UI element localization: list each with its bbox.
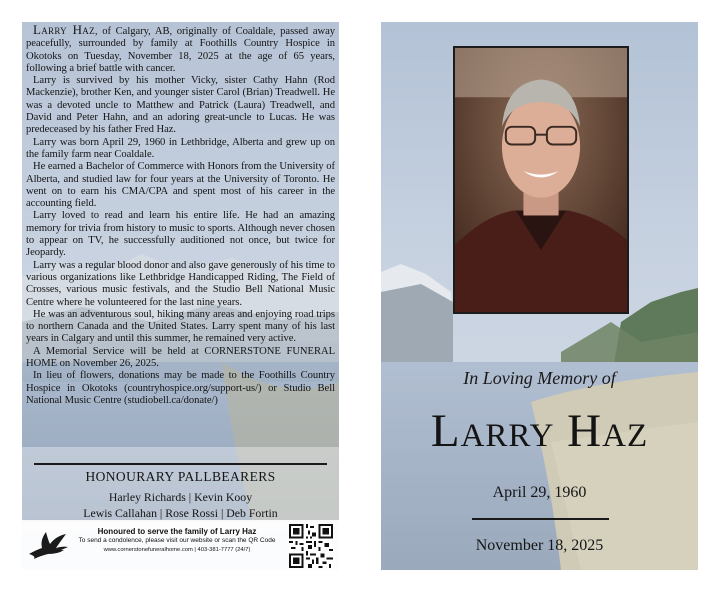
obituary-paragraph: Larry was born April 29, 1960 in Lethbridge, Alberta and grew up on the family farm near Coaldale.: [26, 136, 335, 160]
date-divider: [472, 518, 609, 520]
obituary-panel: [22, 22, 339, 570]
deceased-name: Larry Haz: [430, 405, 649, 457]
obituary-paragraph: A Memorial Service will be held at CORNERSTONE FUNERAL HOME on November 26, 2025.: [26, 345, 335, 370]
obituary-name-lead: Larry Haz: [33, 22, 95, 37]
obituary-paragraph: He was an adventurous soul, hiking many areas and enjoying road trips to northern Canada and the United States. Larry spent many of his last years in Calgary and until this summer, he remained very active.: [26, 308, 335, 345]
obituary-paragraph: Larry is survived by his mother Vicky, sister Cathy Hahn (Rod Mackenzie), brother Ken, and younger sister Carol (Brian) Treadwell. He was a devoted uncle to Matthew and Patrick (Laura) Treadwell, and David and Peter Hahn, and an adoring great-uncle to Lucas. He was predeceased by his father Fred Haz.: [26, 75, 335, 136]
obituary-paragraph: Larry loved to read and learn his entire life. He had an amazing memory for trivia from history to music to sports. Although never chosen to appear on TV, he successfully auditioned not once, but twice for Jeopardy.: [26, 210, 335, 259]
footer-text: [70, 527, 284, 554]
in-loving-memory: In Loving Memory of: [463, 368, 616, 388]
section-divider: [34, 463, 327, 465]
qr-code-icon[interactable]: [289, 524, 333, 568]
footer-honoured: Honoured to serve the family of Larry Haz: [97, 527, 257, 536]
pallbearers-title: HONOURARY PALLBEARERS: [85, 469, 276, 484]
funeral-home-footer: [22, 520, 339, 570]
portrait-photo: [453, 46, 629, 314]
footer-contact[interactable]: www.cornerstonefuneralhome.com | 403-381-7777 (24/7): [103, 546, 251, 553]
obituary-paragraph: Larry was a regular blood donor and also gave generously of his time to various organizations like Lethbridge Handicapped Riding, The Field of Crosses, various music festivals, and the Studio Bell National Music Centre where he volunteered for the last nine years.: [26, 259, 335, 308]
pallbearers-line: Harley Richards | Kevin Kooy: [108, 490, 253, 504]
birth-date: April 29, 1960: [492, 484, 587, 501]
obituary-paragraph: He earned a Bachelor of Commerce with Honors from the University of Alberta, and studied law for four years at the University of Toronto. He went on to earn his CMA/CPA and spent most of his career in the accounting field.: [26, 161, 335, 210]
death-date: November 18, 2025: [475, 537, 604, 554]
footer-condolence: To send a condolence, please visit our website or scan the QR Code: [78, 537, 276, 544]
obituary-text: [26, 24, 335, 407]
obituary-paragraph: In lieu of flowers, donations may be made to the Foothills Country Hospice in Okotoks (countryhospice.org/support-us/) or Studio Bell National Music Centre (studiobell.ca/donate/): [26, 370, 335, 406]
cover-panel: [381, 22, 698, 570]
dove-icon: [26, 526, 70, 562]
pallbearers-line: Lewis Callahan | Rose Rossi | Deb Fortin: [83, 506, 278, 520]
obituary-paragraph: Larry Haz, of Calgary, AB, originally of Coaldale, passed away peacefully, surrounded by family at Foothills Country Hospice in Okotoks on Tuesday, November 18, 2025 at the age of 65 years, following a brief battle with cancer.: [26, 22, 335, 74]
